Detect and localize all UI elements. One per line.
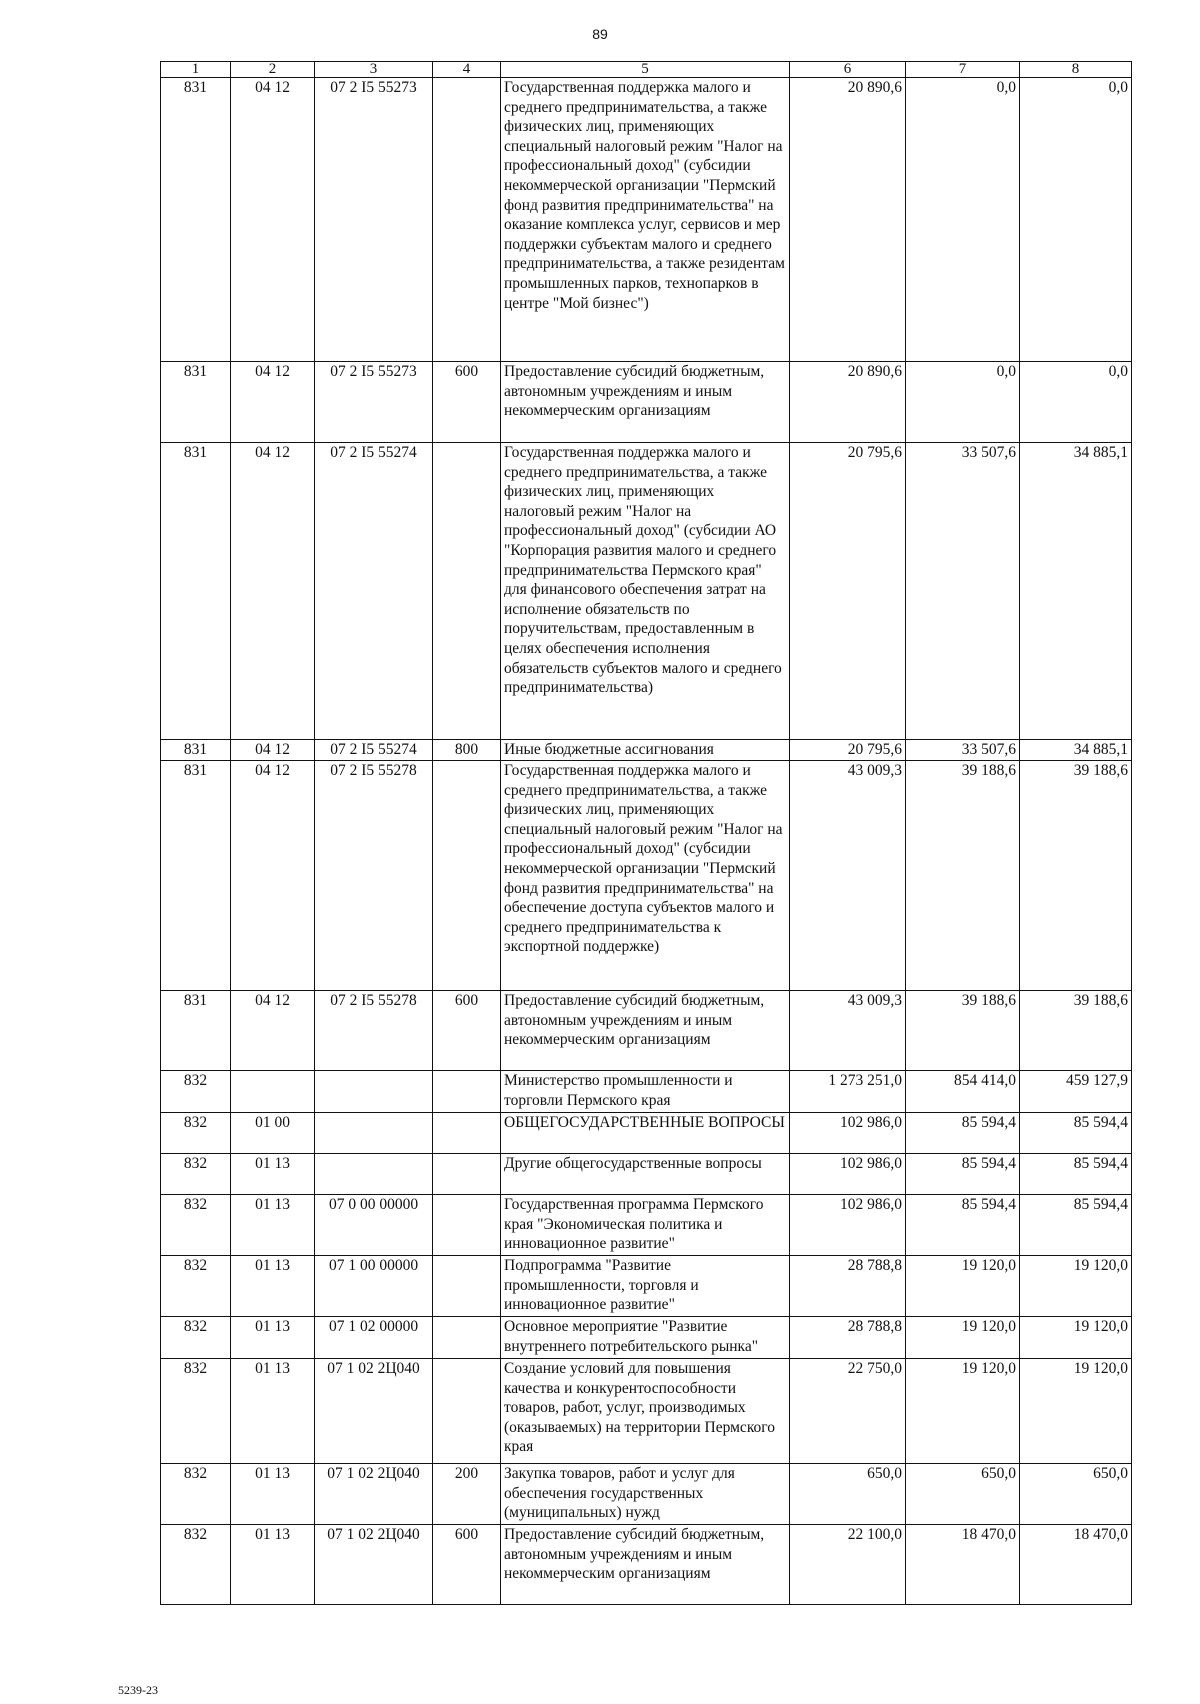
amount-cell: 43 009,3 (790, 991, 906, 1071)
description-cell: Предоставление субсидий бюджетным, автономным учреждениям и иным некоммерческим организациям (501, 362, 790, 443)
description-cell: Другие общегосударственные вопросы (501, 1154, 790, 1195)
expense-type-cell: 600 (433, 362, 501, 443)
expense-type-cell (433, 1256, 501, 1317)
table-row (161, 740, 1132, 761)
description-cell: Иные бюджетные ассигнования (501, 740, 790, 761)
section-code-cell: 01 13 (231, 1256, 315, 1317)
amount-cell: 33 507,6 (906, 443, 1020, 740)
target-code-cell: 07 1 02 2Ц040 (315, 1359, 433, 1464)
amount-cell: 22 750,0 (790, 1359, 906, 1464)
admin-code-cell: 831 (161, 443, 231, 740)
section-code-cell: 04 12 (231, 443, 315, 740)
amount-cell: 19 120,0 (906, 1359, 1020, 1464)
amount-cell: 19 120,0 (1020, 1256, 1132, 1317)
admin-code-cell: 832 (161, 1317, 231, 1359)
column-header: 3 (315, 62, 433, 78)
description-cell: Подпрограмма "Развитие промышленности, торговля и инновационное развитие" (501, 1256, 790, 1317)
expense-type-cell (433, 1359, 501, 1464)
description-cell: Предоставление субсидий бюджетным, автономным учреждениям и иным некоммерческим организациям (501, 991, 790, 1071)
column-header: 5 (501, 62, 790, 78)
amount-cell: 102 986,0 (790, 1113, 906, 1154)
admin-code-cell: 831 (161, 78, 231, 362)
amount-cell: 102 986,0 (790, 1195, 906, 1256)
table-row (161, 78, 1132, 362)
amount-cell: 39 188,6 (906, 761, 1020, 991)
target-code-cell (315, 1154, 433, 1195)
amount-cell: 19 120,0 (906, 1317, 1020, 1359)
amount-cell: 43 009,3 (790, 761, 906, 991)
admin-code-cell: 832 (161, 1113, 231, 1154)
target-code-cell: 07 2 I5 55274 (315, 740, 433, 761)
description-cell: Министерство промышленности и торговли Пермского края (501, 1071, 790, 1113)
table-row (161, 1317, 1132, 1359)
amount-cell: 85 594,4 (906, 1154, 1020, 1195)
amount-cell: 20 890,6 (790, 78, 906, 362)
expense-type-cell (433, 1071, 501, 1113)
expense-type-cell (433, 78, 501, 362)
description-cell: Государственная программа Пермского края "Экономическая политика и инновационное развитие" (501, 1195, 790, 1256)
admin-code-cell: 831 (161, 761, 231, 991)
section-code-cell: 01 13 (231, 1464, 315, 1525)
amount-cell: 20 890,6 (790, 362, 906, 443)
admin-code-cell: 831 (161, 362, 231, 443)
section-code-cell: 04 12 (231, 362, 315, 443)
section-code-cell: 01 13 (231, 1525, 315, 1605)
amount-cell: 0,0 (906, 362, 1020, 443)
amount-cell: 85 594,4 (1020, 1195, 1132, 1256)
table-row (161, 991, 1132, 1071)
admin-code-cell: 831 (161, 740, 231, 761)
table-row (161, 1071, 1132, 1113)
table-row (161, 1256, 1132, 1317)
description-cell: Предоставление субсидий бюджетным, автономным учреждениям и иным некоммерческим организациям (501, 1525, 790, 1605)
amount-cell: 28 788,8 (790, 1317, 906, 1359)
section-code-cell (231, 1071, 315, 1113)
target-code-cell: 07 2 I5 55274 (315, 443, 433, 740)
section-code-cell: 04 12 (231, 991, 315, 1071)
description-cell: ОБЩЕГОСУДАРСТВЕННЫЕ ВОПРОСЫ (501, 1113, 790, 1154)
expense-type-cell: 600 (433, 1525, 501, 1605)
admin-code-cell: 832 (161, 1195, 231, 1256)
target-code-cell: 07 2 I5 55278 (315, 991, 433, 1071)
target-code-cell: 07 1 00 00000 (315, 1256, 433, 1317)
table-row (161, 761, 1132, 991)
target-code-cell: 07 0 00 00000 (315, 1195, 433, 1256)
description-cell: Государственная поддержка малого и среднего предпринимательства, а также физических лиц, применяющих специальный налоговый режим "Налог на профессиональный доход" (субсидии некоммерческой организации "Пермский фонд развития предпринимательства" на оказание комплекса услуг, сервисов и мер поддержки субъектам малого и среднего предпринимательства, а также резидентам промышленных парков, технопарков в центре "Мой бизнес") (501, 78, 790, 362)
expense-type-cell (433, 443, 501, 740)
admin-code-cell: 832 (161, 1256, 231, 1317)
expense-type-cell (433, 1154, 501, 1195)
amount-cell: 34 885,1 (1020, 740, 1132, 761)
expense-type-cell (433, 1195, 501, 1256)
amount-cell: 650,0 (906, 1464, 1020, 1525)
admin-code-cell: 832 (161, 1359, 231, 1464)
description-cell: Государственная поддержка малого и среднего предпринимательства, а также физических лиц, применяющих налоговый режим "Налог на профессиональный доход" (субсидии АО "Корпорация развития малого и среднего предпринимательства Пермского края" для финансового обеспечения затрат на исполнение обязательств по поручительствам, предоставленным в целях обеспечения исполнения обязательств субъектов малого и среднего предпринимательства) (501, 443, 790, 740)
admin-code-cell: 832 (161, 1154, 231, 1195)
table-row (161, 1195, 1132, 1256)
admin-code-cell: 832 (161, 1071, 231, 1113)
table-row (161, 362, 1132, 443)
amount-cell: 39 188,6 (1020, 761, 1132, 991)
expense-type-cell (433, 1113, 501, 1154)
amount-cell: 39 188,6 (906, 991, 1020, 1071)
column-header: 4 (433, 62, 501, 78)
amount-cell: 102 986,0 (790, 1154, 906, 1195)
amount-cell: 650,0 (790, 1464, 906, 1525)
expense-type-cell: 200 (433, 1464, 501, 1525)
amount-cell: 22 100,0 (790, 1525, 906, 1605)
section-code-cell: 01 13 (231, 1154, 315, 1195)
target-code-cell: 07 2 I5 55278 (315, 761, 433, 991)
description-cell: Государственная поддержка малого и среднего предпринимательства, а также физических лиц, применяющих специальный налоговый режим "Налог на профессиональный доход" (субсидии некоммерческой организации "Пермский фонд развития предпринимательства" на обеспечение доступа субъектов малого и среднего предпринимательства к экспортной поддержке) (501, 761, 790, 991)
amount-cell: 20 795,6 (790, 443, 906, 740)
amount-cell: 1 273 251,0 (790, 1071, 906, 1113)
amount-cell: 0,0 (1020, 362, 1132, 443)
amount-cell: 85 594,4 (1020, 1113, 1132, 1154)
amount-cell: 34 885,1 (1020, 443, 1132, 740)
admin-code-cell: 831 (161, 991, 231, 1071)
amount-cell: 85 594,4 (906, 1195, 1020, 1256)
amount-cell: 33 507,6 (906, 740, 1020, 761)
amount-cell: 85 594,4 (906, 1113, 1020, 1154)
amount-cell: 19 120,0 (906, 1256, 1020, 1317)
description-cell: Закупка товаров, работ и услуг для обеспечения государственных (муниципальных) нужд (501, 1464, 790, 1525)
table-row (161, 1464, 1132, 1525)
amount-cell: 0,0 (906, 78, 1020, 362)
amount-cell: 854 414,0 (906, 1071, 1020, 1113)
section-code-cell: 01 13 (231, 1317, 315, 1359)
table-row (161, 1525, 1132, 1605)
target-code-cell: 07 1 02 2Ц040 (315, 1525, 433, 1605)
column-header: 2 (231, 62, 315, 78)
table-row (161, 1113, 1132, 1154)
target-code-cell: 07 1 02 2Ц040 (315, 1464, 433, 1525)
description-cell: Основное мероприятие "Развитие внутреннего потребительского рынка" (501, 1317, 790, 1359)
amount-cell: 19 120,0 (1020, 1317, 1132, 1359)
amount-cell: 85 594,4 (1020, 1154, 1132, 1195)
table-row (161, 443, 1132, 740)
column-header: 7 (906, 62, 1020, 78)
column-header: 8 (1020, 62, 1132, 78)
amount-cell: 18 470,0 (906, 1525, 1020, 1605)
column-header: 6 (790, 62, 906, 78)
target-code-cell (315, 1113, 433, 1154)
expense-type-cell: 800 (433, 740, 501, 761)
table-row (161, 1154, 1132, 1195)
expense-type-cell (433, 1317, 501, 1359)
budget-table (160, 61, 1132, 1605)
section-code-cell: 04 12 (231, 740, 315, 761)
amount-cell: 20 795,6 (790, 740, 906, 761)
target-code-cell: 07 2 I5 55273 (315, 78, 433, 362)
table-row (161, 1359, 1132, 1464)
amount-cell: 19 120,0 (1020, 1359, 1132, 1464)
amount-cell: 39 188,6 (1020, 991, 1132, 1071)
amount-cell: 0,0 (1020, 78, 1132, 362)
amount-cell: 18 470,0 (1020, 1525, 1132, 1605)
amount-cell: 459 127,9 (1020, 1071, 1132, 1113)
admin-code-cell: 832 (161, 1525, 231, 1605)
section-code-cell: 01 13 (231, 1359, 315, 1464)
section-code-cell: 04 12 (231, 78, 315, 362)
document-code: 5239-23 (118, 1683, 158, 1697)
target-code-cell (315, 1071, 433, 1113)
target-code-cell: 07 1 02 00000 (315, 1317, 433, 1359)
admin-code-cell: 832 (161, 1464, 231, 1525)
expense-type-cell (433, 761, 501, 991)
page-number: 89 (592, 26, 608, 42)
amount-cell: 28 788,8 (790, 1256, 906, 1317)
description-cell: Создание условий для повышения качества и конкурентоспособности товаров, работ, услуг, производимых (оказываемых) на территории Пермского края (501, 1359, 790, 1464)
expense-type-cell: 600 (433, 991, 501, 1071)
section-code-cell: 01 13 (231, 1195, 315, 1256)
amount-cell: 650,0 (1020, 1464, 1132, 1525)
header-row (161, 62, 1132, 78)
section-code-cell: 01 00 (231, 1113, 315, 1154)
column-header: 1 (161, 62, 231, 78)
section-code-cell: 04 12 (231, 761, 315, 991)
target-code-cell: 07 2 I5 55273 (315, 362, 433, 443)
